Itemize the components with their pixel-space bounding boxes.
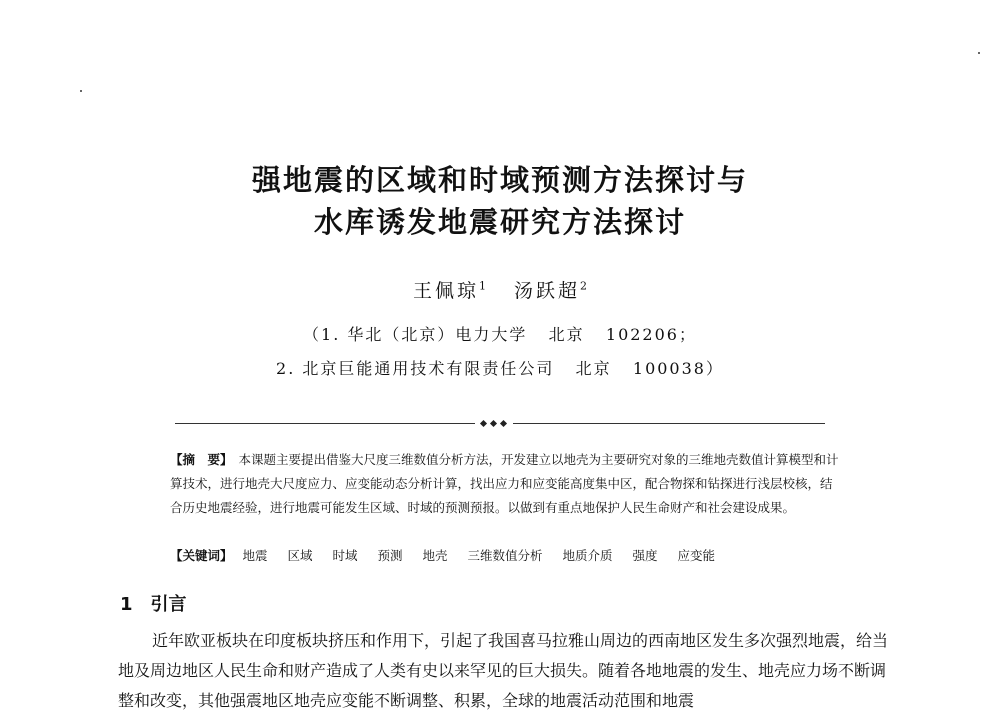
author-affil-mark: 2	[580, 279, 588, 293]
keyword: 时域	[332, 548, 358, 563]
author-affil-mark: 1	[479, 279, 486, 293]
keywords	[170, 546, 850, 564]
keyword: 强度	[632, 548, 658, 563]
affiliation-line-1: （1. 华北（北京）电力大学 北京 102206；	[303, 325, 697, 344]
scan-speck	[80, 90, 82, 92]
authors	[0, 276, 1000, 303]
keyword: 区域	[287, 548, 313, 563]
keyword: 预测	[377, 548, 403, 563]
keyword: 地震	[242, 548, 268, 563]
body-paragraph: 近年欧亚板块在印度板块挤压和作用下，引起了我国喜马拉雅山周边的西南地区发生多次强烈地震，给当地及周边地区人民生命和财产造成了人类有史以来罕见的巨大损失。随着各地地震的发生、地壳应力场不断调整和改变，其他强震地区地壳应变能不断调整、积累，全球的地震活动范围和地震	[118, 631, 889, 710]
keyword: 应变能	[677, 548, 716, 563]
abstract-text: 本课题主要提出借鉴大尺度三维数值分析方法，开发建立以地壳为主要研究对象的三维地壳数值计算模型和计算技术，进行地壳大尺度应力、应变能动态分析计算，找出应力和应变能高度集中区，配合物探和钻探进行浅层校核，结合历史地震经验，进行地震可能发生区域、时域的预测预报。以做到有重点地保护人民生命财产和社会建设成果。	[170, 452, 839, 515]
keywords-tag: 【关键词】	[170, 548, 233, 563]
author-name: 汤跃超	[514, 280, 581, 302]
keyword: 三维数值分析	[467, 548, 543, 563]
keyword: 地质介质	[562, 548, 613, 563]
section-heading	[120, 590, 187, 616]
abstract	[170, 448, 840, 520]
section-title: 引言	[150, 594, 187, 615]
affiliation-line-2: 2. 北京巨能通用技术有限责任公司 北京 100038）	[276, 359, 724, 378]
abstract-tag: 【摘 要】	[170, 452, 233, 467]
keyword: 地壳	[422, 548, 448, 563]
section-number: 1	[120, 594, 133, 615]
section-divider	[175, 420, 825, 428]
scan-speck	[978, 52, 980, 54]
author-name: 王佩琼	[412, 280, 479, 302]
title-line-2: 水库诱发地震研究方法探讨	[313, 205, 686, 239]
title-line-1: 强地震的区域和时域预测方法探讨与	[251, 163, 748, 197]
